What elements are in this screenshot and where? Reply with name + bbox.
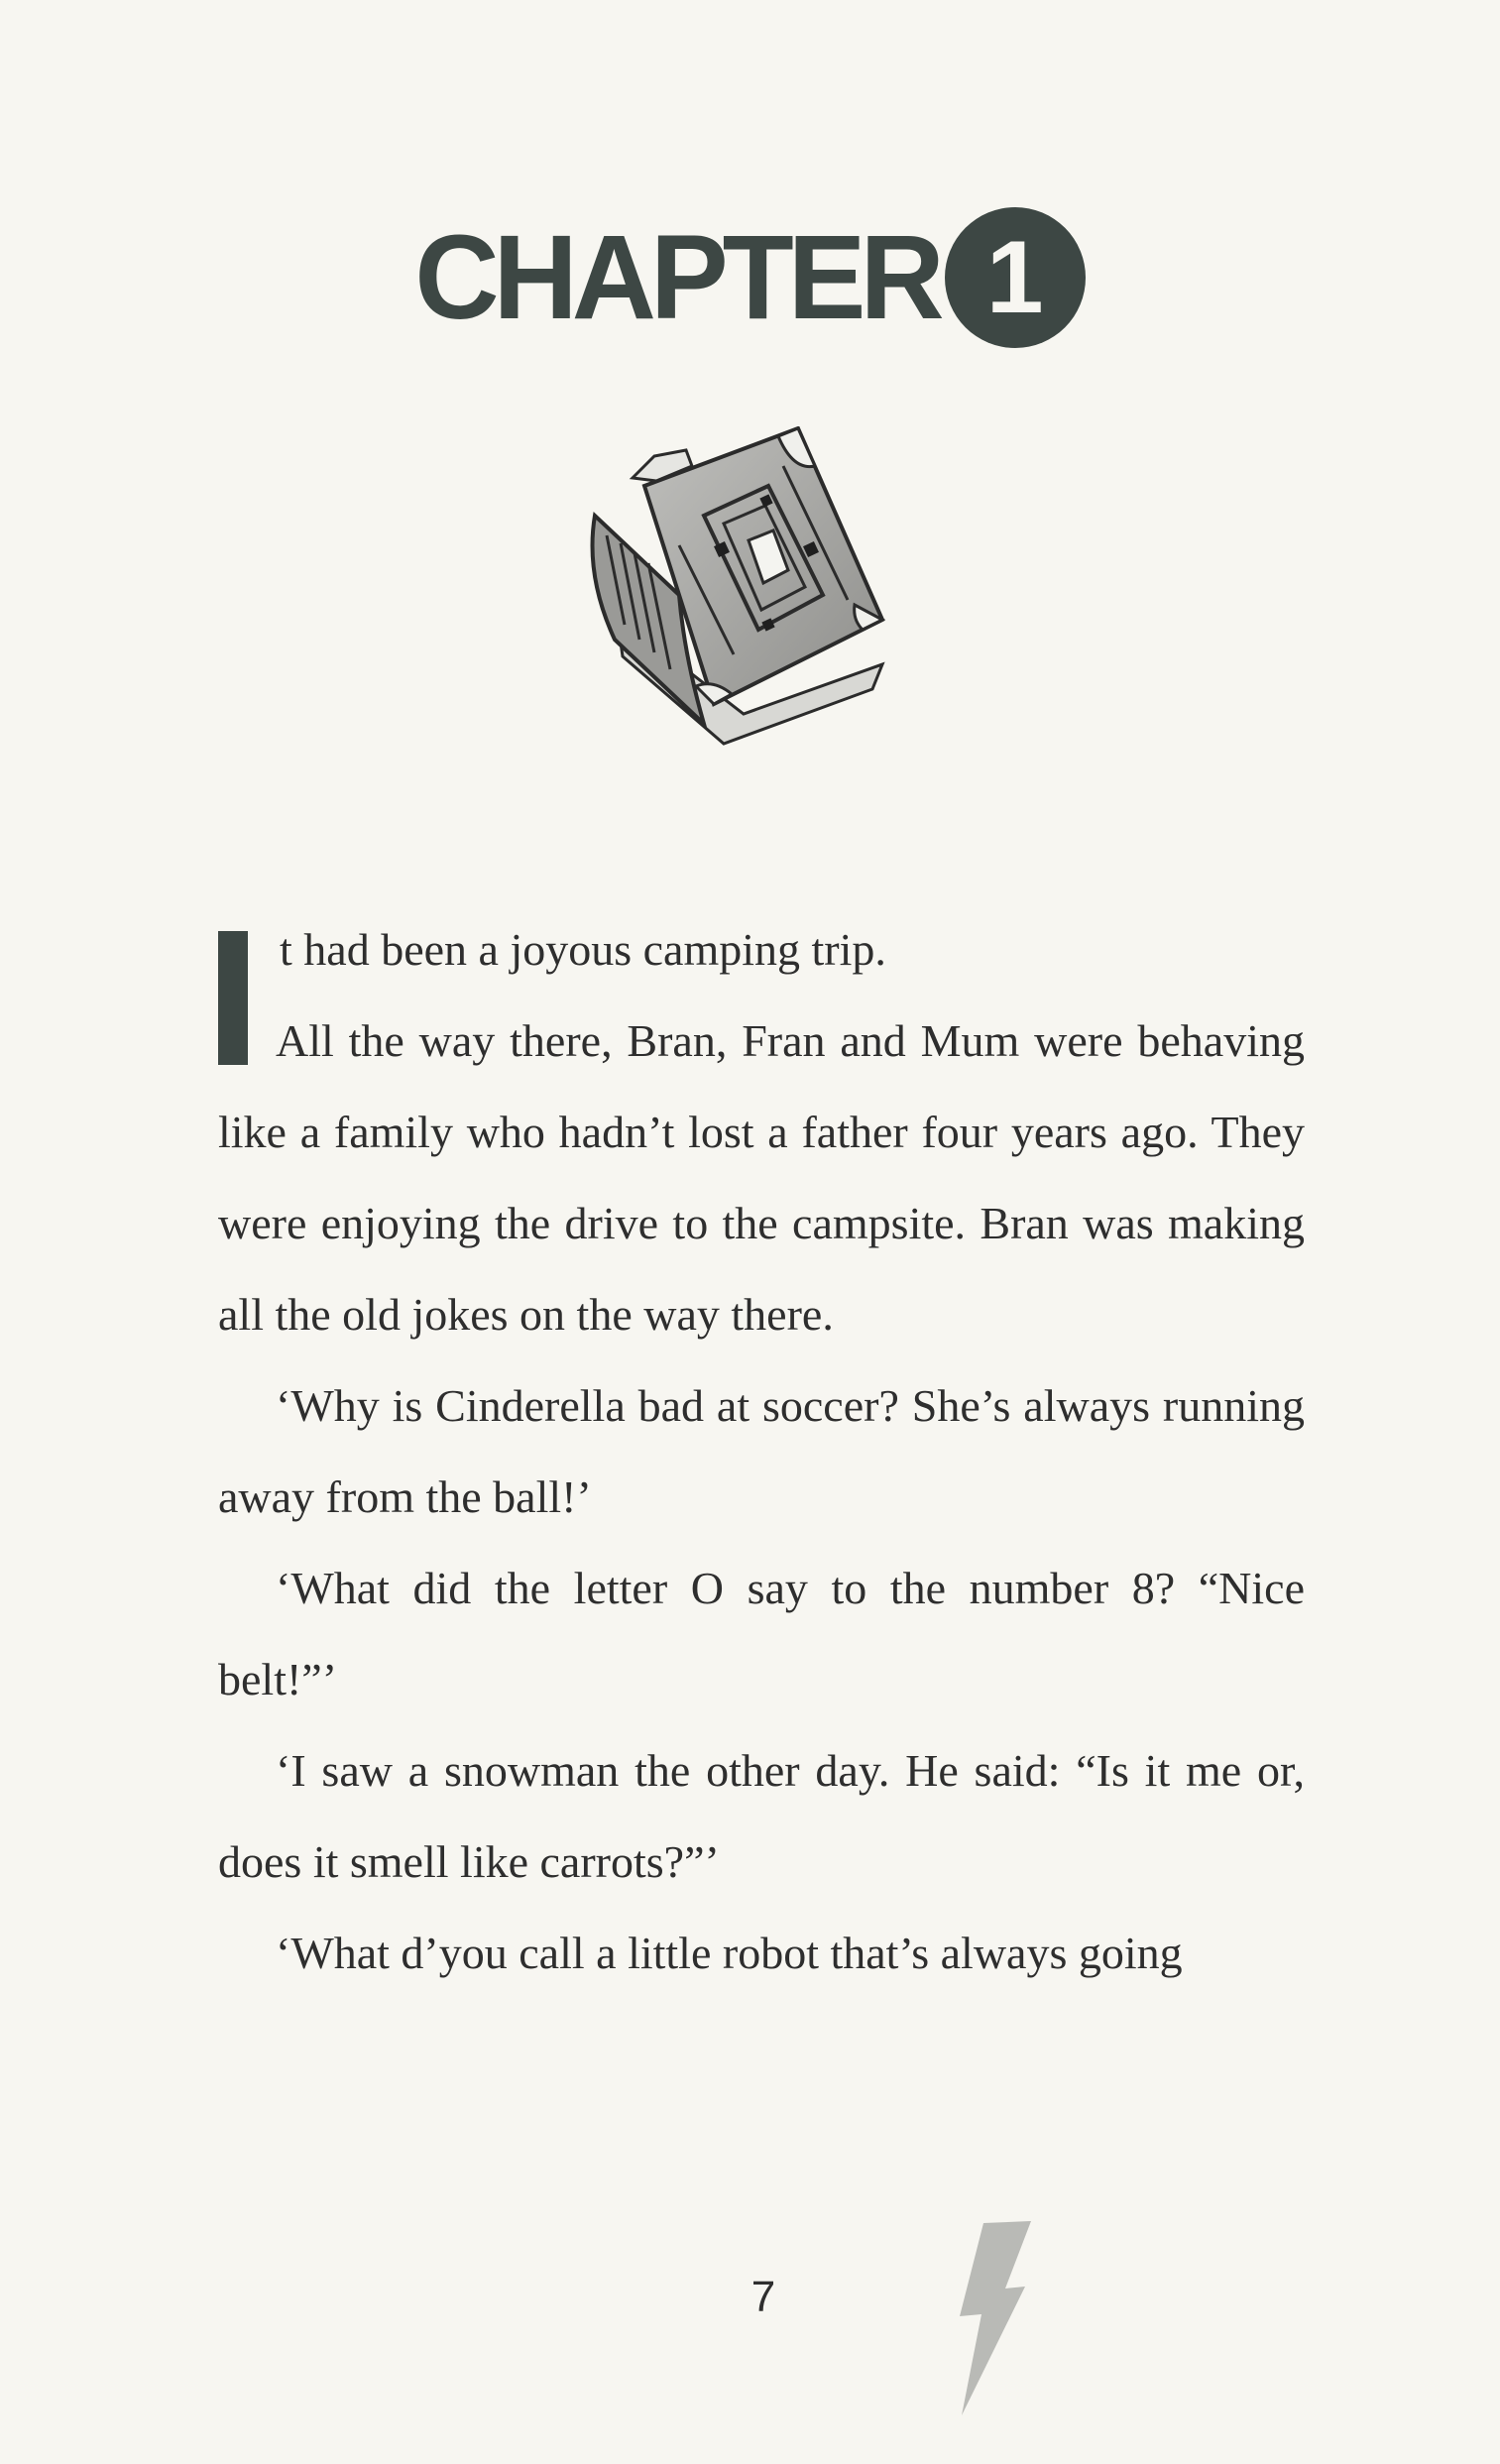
lightning-bolt-icon — [954, 2219, 1033, 2417]
paragraph: ‘Why is Cinderella bad at soccer? She’s always running away from the ball!’ — [218, 1380, 1305, 1522]
opening-paragraph — [218, 904, 1305, 996]
opening-line: t had been a joyous camping trip. — [280, 924, 886, 975]
chapter-word: CHAPTER — [414, 210, 939, 345]
chapter-number-badge: 1 — [945, 207, 1086, 348]
paragraph: ‘What did the letter O say to the number 8? “Nice belt!”’ — [218, 1563, 1305, 1704]
paragraph: ‘What d’you call a little robot that’s always going — [276, 1928, 1183, 1978]
spellbook-icon — [585, 426, 942, 763]
chapter-heading — [0, 203, 1500, 352]
drop-cap-bar — [218, 931, 248, 1065]
paragraph: ‘I saw a snowman the other day. He said: “Is it me or, does it smell like carrots?”’ — [218, 1745, 1305, 1887]
paragraph: All the way there, Bran, Fran and Mum were behaving like a family who hadn’t lost a father four years ago. They were enjoying the drive to the campsite. Bran was making all the old jokes on the way there. — [218, 1015, 1305, 1340]
chapter-body — [218, 904, 1305, 1999]
page-number: 7 — [750, 2273, 776, 2321]
